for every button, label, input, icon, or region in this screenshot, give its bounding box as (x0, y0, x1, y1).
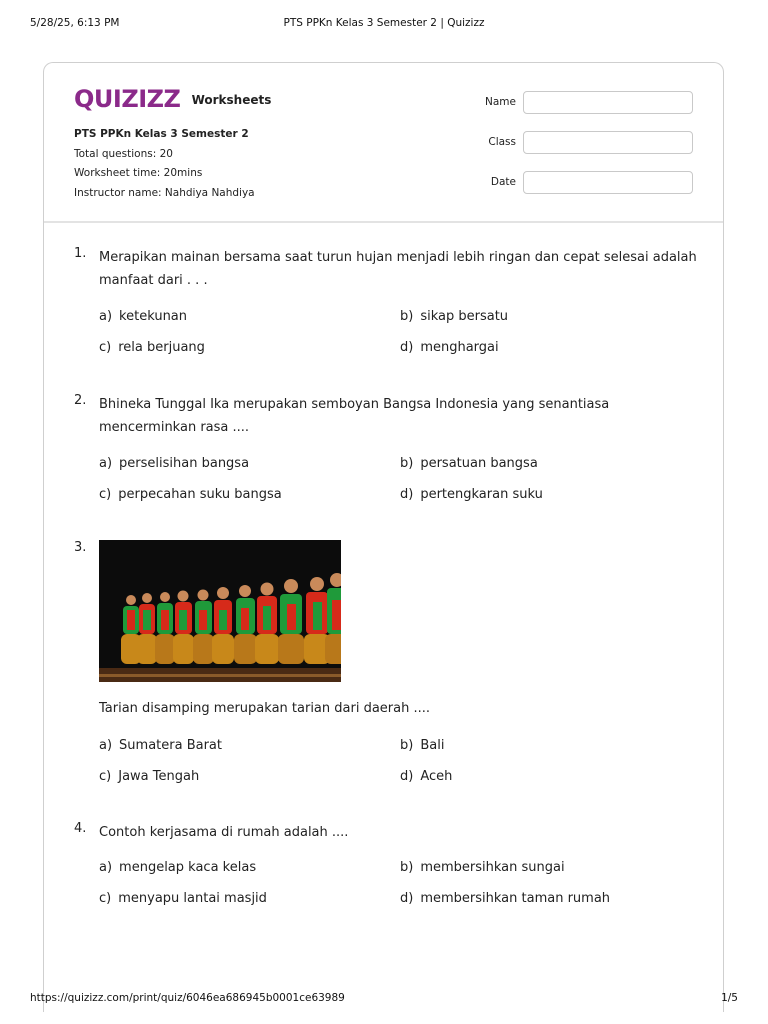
option-text: Sumatera Barat (119, 738, 222, 753)
question-number: 4. (74, 821, 87, 836)
option-text: membersihkan sungai (420, 860, 565, 875)
option-letter: b) (400, 860, 414, 875)
class-row (474, 131, 696, 155)
option-letter: d) (400, 340, 414, 355)
option-b (400, 860, 565, 875)
print-title: PTS PPKn Kelas 3 Semester 2 | Quizizz (283, 17, 485, 29)
dance-photo (99, 540, 341, 682)
option-text: pertengkaran suku (420, 487, 543, 502)
quizizz-logo: QUIZIZZ (74, 85, 181, 113)
option-b (400, 309, 508, 324)
option-a (99, 456, 249, 471)
option-a (99, 309, 187, 324)
option-c (99, 891, 267, 906)
question-text: Merapikan mainan bersama saat turun hujan menjadi lebih ringan dan cepat selesai adalah manfaat dari . . . (99, 250, 697, 288)
option-text: Bali (420, 738, 445, 753)
total-questions: Total questions: 20 (74, 147, 173, 160)
option-d (400, 769, 452, 784)
name-row (474, 91, 696, 115)
option-text: menghargai (420, 340, 499, 355)
print-footer (0, 992, 768, 1008)
option-text: Jawa Tengah (118, 769, 200, 784)
date-field[interactable] (523, 171, 693, 194)
worksheet-title: PTS PPKn Kelas 3 Semester 2 (74, 128, 249, 140)
option-d (400, 340, 499, 355)
option-d (400, 487, 543, 502)
print-url[interactable]: https://quizizz.com/print/quiz/6046ea686945b0001ce63989 (30, 992, 345, 1004)
option-letter: b) (400, 738, 414, 753)
worksheet-meta (74, 125, 255, 203)
option-letter: b) (400, 456, 414, 471)
worksheets-label: Worksheets (191, 93, 272, 107)
option-text: mengelap kaca kelas (119, 860, 257, 875)
option-letter: d) (400, 769, 414, 784)
worksheet-card (43, 62, 724, 1012)
worksheet-time: Worksheet time: 20mins (74, 167, 203, 179)
option-text: menyapu lantai masjid (118, 891, 267, 906)
option-text: persatuan bangsa (420, 456, 538, 471)
option-letter: c) (99, 891, 112, 906)
option-letter: a) (99, 309, 113, 324)
option-letter: a) (99, 860, 113, 875)
option-c (99, 340, 205, 355)
option-c (99, 487, 282, 502)
instructor-name: Instructor name: Nahdiya Nahdiya (74, 186, 255, 199)
question-number: 1. (74, 246, 87, 261)
question-number: 2. (74, 393, 87, 408)
date-row (474, 171, 696, 195)
question-text: Tarian disamping merupakan tarian dari daerah .... (99, 701, 430, 716)
option-letter: d) (400, 891, 414, 906)
option-c (99, 769, 199, 784)
option-text: membersihkan taman rumah (420, 891, 611, 906)
question-1 (74, 246, 697, 366)
option-text: ketekunan (119, 309, 188, 324)
option-letter: a) (99, 738, 113, 753)
option-letter: b) (400, 309, 414, 324)
student-fields (474, 91, 696, 211)
question-4 (74, 821, 694, 921)
option-b (400, 738, 444, 753)
option-text: rela berjuang (118, 340, 205, 355)
date-label: Date (490, 176, 516, 188)
option-d (400, 891, 610, 906)
print-datetime: 5/28/25, 6:13 PM (30, 17, 120, 29)
question-number: 3. (74, 540, 87, 555)
question-3-body (74, 697, 694, 787)
option-letter: c) (99, 340, 112, 355)
option-a (99, 860, 256, 875)
print-header (0, 17, 768, 33)
option-letter: c) (99, 487, 112, 502)
option-text: perpecahan suku bangsa (118, 487, 282, 502)
name-label: Name (485, 96, 516, 108)
page-number: 1/5 (721, 992, 738, 1004)
worksheet-header (44, 63, 723, 223)
question-text: Bhineka Tunggal Ika merupakan semboyan Bangsa Indonesia yang senantiasa mencerminkan rasa .... (99, 397, 610, 435)
option-text: Aceh (420, 769, 453, 784)
brand (74, 85, 271, 113)
option-letter: a) (99, 456, 113, 471)
option-a (99, 738, 222, 753)
class-label: Class (488, 136, 516, 148)
option-letter: d) (400, 487, 414, 502)
question-2 (74, 393, 694, 513)
name-field[interactable] (523, 91, 693, 114)
option-text: sikap bersatu (420, 309, 509, 324)
question-text: Contoh kerjasama di rumah adalah .... (99, 825, 349, 840)
option-letter: c) (99, 769, 112, 784)
option-text: perselisihan bangsa (119, 456, 250, 471)
option-b (400, 456, 538, 471)
class-field[interactable] (523, 131, 693, 154)
